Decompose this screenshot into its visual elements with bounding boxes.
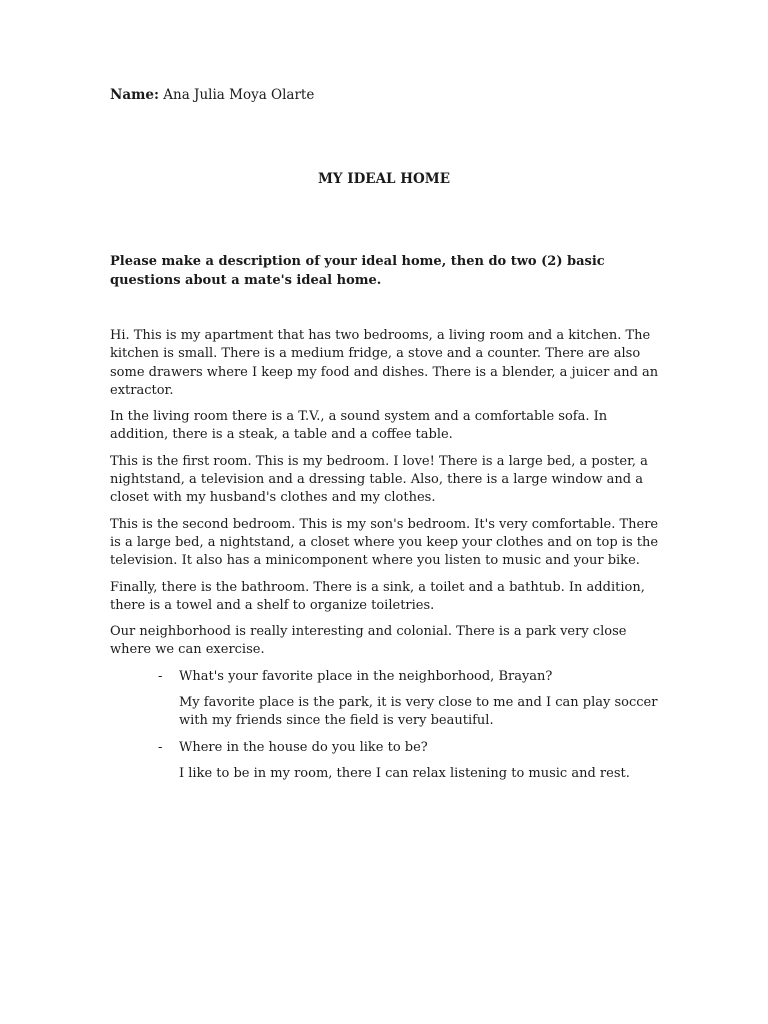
- qa-list: [110, 668, 662, 783]
- paragraph-bathroom: Finally, there is the bathroom. There is a sink, a toilet and a bathtub. In addition, there is a towel and a shelf to organize toiletries.: [110, 579, 645, 613]
- document-title: MY IDEAL HOME: [317, 171, 450, 187]
- bullet-dash: -: [158, 668, 163, 684]
- qa-question: Where in the house do you like to be?: [179, 739, 428, 755]
- name-line: [110, 86, 314, 104]
- document-body: [110, 327, 662, 791]
- paragraph-neighborhood: Our neighborhood is really interesting and colonial. There is a park very close where we can exercise.: [110, 624, 627, 658]
- name-value: Ana Julia Moya Olarte: [163, 87, 315, 103]
- qa-answer: I like to be in my room, there I can relax listening to music and rest.: [179, 765, 630, 781]
- instructions-text: Please make a description of your ideal home, then do two (2) basic questions about a mate's ideal home.: [110, 254, 605, 288]
- paragraph-living-room: In the living room there is a T.V., a sound system and a comfortable sofa. In addition, there is a steak, a table and a coffee table.: [110, 409, 608, 443]
- bullet-dash: -: [158, 739, 163, 755]
- name-label: Name:: [110, 87, 159, 103]
- paragraph-second-bedroom: This is the second bedroom. This is my son's bedroom. It's very comfortable. There is a large bed, a nightstand, a closet where you keep your clothes and on top is the television. It also has a minicomponent where you listen to music and your bike.: [110, 516, 659, 569]
- paragraph-apartment: Hi. This is my apartment that has two bedrooms, a living room and a kitchen. The kitchen is small. There is a medium fridge, a stove and a counter. There are also some drawers where I keep my food and dishes. There is a blender, a juicer and an extractor.: [110, 328, 659, 398]
- qa-item: [110, 739, 662, 784]
- paragraph-first-bedroom: This is the first room. This is my bedroom. I love! There is a large bed, a poster, a nightstand, a television and a dressing table. Also, there is a large window and a closet with my husband's clothes and my clothes.: [110, 453, 648, 506]
- qa-answer: My favorite place is the park, it is very close to me and I can play soccer with my friends since the field is very beautiful.: [179, 695, 658, 729]
- qa-item: [110, 668, 662, 731]
- qa-question: What's your favorite place in the neighborhood, Brayan?: [179, 668, 553, 684]
